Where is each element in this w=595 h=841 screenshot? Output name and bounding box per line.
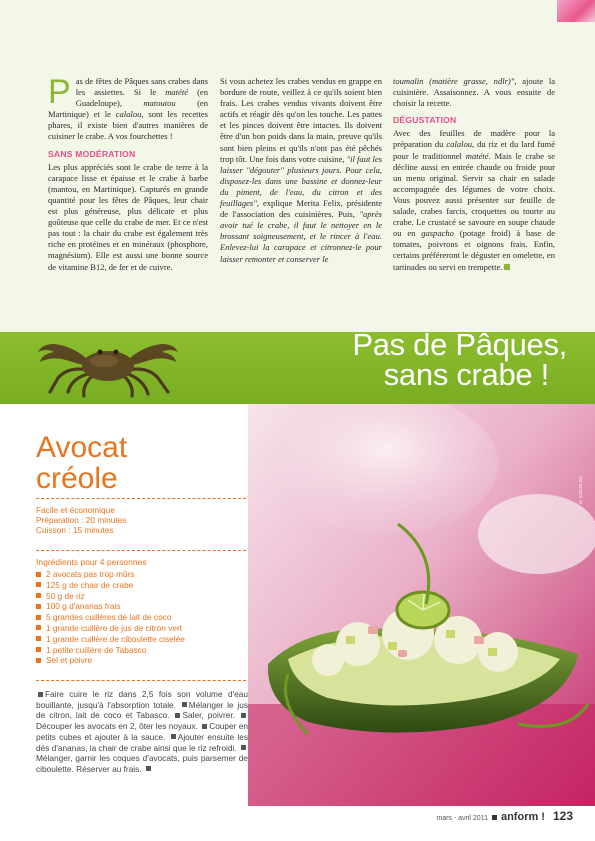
ingredient-item: 5 grandes cuillères de lait de coco <box>36 612 185 623</box>
subheading-degustation: DÉGUSTATION <box>393 115 457 126</box>
step-marker <box>171 734 176 739</box>
step-marker <box>241 713 246 718</box>
subheading-sans-moderation: SANS MODÉRATION <box>48 148 136 159</box>
paragraph: Les plus appréciés sont le crabe de terre à la carapace lisse et épaisse et le crabe à barbe (mantou, en Martinique). Capturés en grande quantité pour les fêtes de Pâques, leur chair est plus généreuse, plus délicate et plus goûteuse que celle du crabe de mer. Et ce n'est pas tout : la chair du crabe est également très riche en protéines et en minéraux (phosphore, magnésium). Elle est aussi une bonne source de vitamine B12, de fer et de cuivre. <box>48 161 208 272</box>
text: , ajoute la cuisinière. Assaisonnez. A vous ensuite de choisir la recette. <box>393 76 556 109</box>
divider <box>36 498 246 499</box>
text: matété <box>165 87 189 98</box>
ingredient-item: 125 g de chair de crabe <box>36 580 185 591</box>
issue-date: mars - avril 2011 <box>436 815 488 822</box>
ingredient-item: 50 g de riz <box>36 591 185 602</box>
text: Avec des feuilles de madère pour la préparation du <box>393 128 555 150</box>
end-mark <box>504 264 510 270</box>
magazine-brand: anform ! <box>500 811 545 823</box>
text: (en Guadeloupe), <box>75 87 208 109</box>
ingredient-item: 1 grande cuillère de jus de citron vert <box>36 623 185 634</box>
intro-paragraph <box>48 73 208 143</box>
avocado-dish-photo <box>248 404 595 806</box>
divider <box>36 680 246 681</box>
ingredient-item: 100 g d'ananas frais <box>36 601 185 612</box>
step-marker <box>38 692 43 697</box>
drop-cap: P <box>48 73 71 111</box>
recipe-meta <box>36 505 126 536</box>
recipe-title <box>36 432 127 494</box>
text: , explique Merita Felix, présidente de l'association des cuisinières. Puis, <box>220 198 382 220</box>
quote: toumalin (matière grasse, ndlr)" <box>393 76 515 86</box>
step-marker <box>241 745 246 750</box>
recipe-title-line-2: créole <box>36 462 118 495</box>
step-marker <box>202 724 207 729</box>
text: , du riz et du lard fumé pour le traditionnel <box>393 139 555 161</box>
quote: "après avoir tué le crabe, il faut le nettoyer en le brossant soigneusement, et le rincer à l'eau. Enlevez-lui la carapace et citronnez-le pour laisser remonter et conserver le <box>220 209 382 264</box>
step: Mélanger le jus de citron, lait de coco et Tabasco. <box>36 699 248 721</box>
footer-square <box>492 815 497 820</box>
recipe-steps <box>36 689 248 775</box>
article-column-3 <box>393 76 555 273</box>
ingredient-item: 2 avocats pas trop mûrs <box>36 569 185 580</box>
recipe-title-line-1: Avocat <box>36 431 128 464</box>
step: Faire cuire le riz dans 2,5 fois son volume d'eau bouillante, jusqu'à l'absorption totale. <box>36 689 248 710</box>
paragraph <box>393 76 555 109</box>
photo-credit: © COCOLAU <box>578 476 583 505</box>
divider <box>36 550 246 551</box>
end-mark <box>146 766 151 771</box>
page-number: 123 <box>552 809 573 823</box>
banner-line-1: Pas de Pâques, <box>352 327 567 362</box>
crab-illustration <box>28 336 188 398</box>
difficulty: Facile et économique <box>36 505 115 515</box>
article-column-1 <box>48 73 208 273</box>
banner-title <box>352 327 567 392</box>
paragraph <box>220 76 382 265</box>
text: . Mais le crabe se décline aussi en entrée chaude ou froide pour un menu original. Servir sa chair en salade accompagnée des légumes de votre choix. Vous pouvez aussi présenter sur feuille de salade, crabes farcis, croquettes ou tourte au crabe. Le crustacé se savoure en soupe chaude ou en <box>393 150 555 239</box>
text: Si vous achetez les crabes vendus en grappe en bordure de route, veillez à ce qu'ils soient bien frais. Les crabes vendus vivants doivent être actifs et réagir dès qu'on les touche. Les pattes et les pinces doivent être intactes. Ils doivent être d'un bon poids dans la main, preuve qu'ils sont bien pleins et qu'ils n'ont pas été pêchés trop tôt. Une fois dans votre cuisine, <box>220 76 382 164</box>
prep-time: Préparation : 20 minutes <box>36 515 127 526</box>
text: as de fêtes de Pâques sans crabes dans les assiettes. Si le <box>75 76 208 98</box>
decorative-corner <box>557 0 595 22</box>
paragraph <box>393 128 555 272</box>
step: Découper les avocats en 2, ôter les noyaux. <box>36 721 198 732</box>
step-marker <box>182 702 187 707</box>
text: matoutou <box>143 98 176 109</box>
text: (en Martinique) et le <box>48 98 208 120</box>
article-column-2 <box>220 76 382 265</box>
text: calalou <box>446 139 473 150</box>
ingredient-item: 1 grande cuillère de ciboulette ciselée <box>36 634 185 645</box>
ingredient-item: 1 petite cuillère de Tabasco <box>36 645 185 656</box>
step: Saler, poivrer. <box>182 710 235 721</box>
text: (potage froid) à base de tomates, poivrons et oignons frais. Enfin, certains préféreront le déguster en omelette, en tartinades ou servi en trempette. <box>393 228 555 272</box>
step: Couper en petits cubes et ajouter à la sauce. <box>36 721 249 742</box>
page-footer <box>436 809 573 823</box>
step: Mélanger, garnir les coques d'avocats, puis parsemer de ciboulette. Réserver au frais. <box>36 753 248 774</box>
text: gaspacho <box>421 228 454 239</box>
step: Ajouter ensuite les dés d'ananas, la chair de crabe ainsi que le riz refroidi. <box>36 731 248 753</box>
text: matété <box>465 150 489 161</box>
text: calalou <box>115 109 142 120</box>
text: , sont les recettes phares, il existe bien d'autres manières de cuisiner le crabe. A vos fourchettes ! <box>48 109 208 142</box>
ingredients-heading: Ingrédients pour 4 personnes <box>36 557 147 567</box>
cook-time: Cuisson : 15 minutes <box>36 525 114 536</box>
step-marker <box>175 713 180 718</box>
quote: "il faut les laisser "dégouter" plusieurs jours. Pour cela, disposez-les dans une bassine et donnez-leur du piment, de l'eau, du citron et des feuillages" <box>220 153 382 209</box>
ingredients-list <box>36 569 185 666</box>
ingredient-item: Sel et poivre <box>36 655 185 666</box>
banner-line-2: sans crabe ! <box>383 357 549 392</box>
